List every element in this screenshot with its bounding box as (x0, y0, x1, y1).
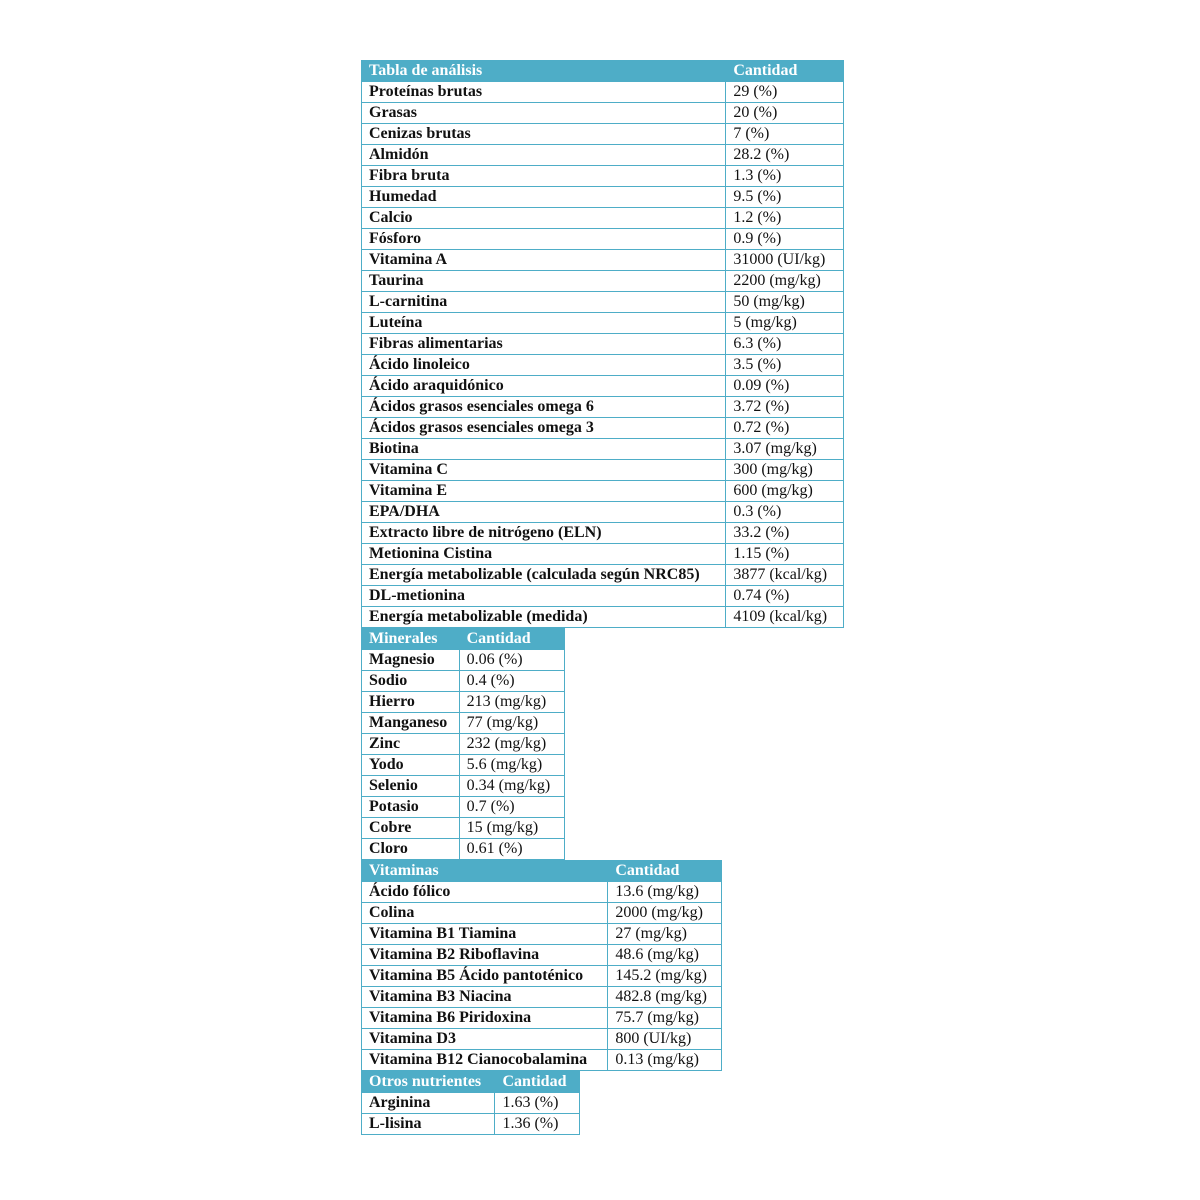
nutrient-quantity: 482.8 (mg/kg) (608, 987, 722, 1008)
nutrient-name: Ácido linoleico (362, 355, 726, 376)
nutrient-quantity: 1.36 (%) (495, 1114, 580, 1135)
nutrient-quantity: 3.72 (%) (726, 397, 844, 418)
table-row (362, 481, 844, 502)
nutrient-quantity: 213 (mg/kg) (459, 692, 564, 713)
nutrient-quantity: 0.06 (%) (459, 650, 564, 671)
analysis-table-header (362, 61, 844, 82)
nutrient-name: Fósforo (362, 229, 726, 250)
vitamins-header-name: Vitaminas (362, 861, 608, 882)
nutrient-quantity: 13.6 (mg/kg) (608, 882, 722, 903)
nutrient-quantity: 145.2 (mg/kg) (608, 966, 722, 987)
other-nutrients-header-value: Cantidad (495, 1072, 580, 1093)
nutrient-quantity: 29 (%) (726, 82, 844, 103)
analysis-table-body (362, 82, 844, 628)
nutrient-name: Vitamina D3 (362, 1029, 608, 1050)
nutrient-quantity: 0.34 (mg/kg) (459, 776, 564, 797)
table-row (362, 945, 722, 966)
nutrient-name: Colina (362, 903, 608, 924)
nutrient-name: L-carnitina (362, 292, 726, 313)
nutrition-tables (361, 60, 844, 1135)
nutrient-name: Cenizas brutas (362, 124, 726, 145)
table-row (362, 166, 844, 187)
nutrient-name: Metionina Cistina (362, 544, 726, 565)
table-row (362, 839, 565, 860)
nutrient-name: DL-metionina (362, 586, 726, 607)
nutrient-name: Vitamina B12 Cianocobalamina (362, 1050, 608, 1071)
nutrient-quantity: 3.5 (%) (726, 355, 844, 376)
nutrient-quantity: 0.74 (%) (726, 586, 844, 607)
table-row (362, 966, 722, 987)
minerals-header-name: Minerales (362, 629, 460, 650)
table-row (362, 460, 844, 481)
nutrient-name: Vitamina B3 Niacina (362, 987, 608, 1008)
nutrient-name: Vitamina B5 Ácido pantoténico (362, 966, 608, 987)
minerals-table-body (362, 650, 565, 860)
nutrient-name: Selenio (362, 776, 460, 797)
nutrient-quantity: 1.15 (%) (726, 544, 844, 565)
other-nutrients-table-body (362, 1093, 580, 1135)
table-row (362, 439, 844, 460)
other-nutrients-table-header (362, 1072, 580, 1093)
table-row (362, 103, 844, 124)
nutrient-quantity: 232 (mg/kg) (459, 734, 564, 755)
nutrient-name: Sodio (362, 671, 460, 692)
nutrient-quantity: 2000 (mg/kg) (608, 903, 722, 924)
other-nutrients-header-name: Otros nutrientes (362, 1072, 495, 1093)
nutrient-quantity: 0.09 (%) (726, 376, 844, 397)
nutrient-name: Proteínas brutas (362, 82, 726, 103)
table-row (362, 903, 722, 924)
table-row (362, 355, 844, 376)
nutrient-name: Luteína (362, 313, 726, 334)
nutrient-quantity: 31000 (UI/kg) (726, 250, 844, 271)
table-row (362, 523, 844, 544)
nutrient-name: Zinc (362, 734, 460, 755)
vitamins-table-body (362, 882, 722, 1071)
nutrient-name: Arginina (362, 1093, 495, 1114)
nutrient-name: Potasio (362, 797, 460, 818)
nutrient-name: Magnesio (362, 650, 460, 671)
table-row (362, 1114, 580, 1135)
table-row (362, 755, 565, 776)
table-row (362, 502, 844, 523)
table-row (362, 586, 844, 607)
nutrient-quantity: 48.6 (mg/kg) (608, 945, 722, 966)
nutrient-quantity: 77 (mg/kg) (459, 713, 564, 734)
nutrient-name: Ácidos grasos esenciales omega 6 (362, 397, 726, 418)
nutrient-quantity: 0.9 (%) (726, 229, 844, 250)
table-row (362, 82, 844, 103)
analysis-table (361, 60, 844, 628)
nutrient-name: Vitamina C (362, 460, 726, 481)
nutrient-name: Taurina (362, 271, 726, 292)
table-row (362, 292, 844, 313)
nutrient-name: EPA/DHA (362, 502, 726, 523)
table-row (362, 713, 565, 734)
nutrient-quantity: 300 (mg/kg) (726, 460, 844, 481)
nutrient-quantity: 1.63 (%) (495, 1093, 580, 1114)
nutrient-name: Energía metabolizable (calculada según NRC85) (362, 565, 726, 586)
table-row (362, 334, 844, 355)
table-row (362, 1008, 722, 1029)
nutrient-name: Manganeso (362, 713, 460, 734)
table-row (362, 124, 844, 145)
nutrient-name: Vitamina B2 Riboflavina (362, 945, 608, 966)
nutrient-name: Energía metabolizable (medida) (362, 607, 726, 628)
nutrient-quantity: 0.4 (%) (459, 671, 564, 692)
table-row (362, 692, 565, 713)
nutrient-quantity: 6.3 (%) (726, 334, 844, 355)
minerals-header-value: Cantidad (459, 629, 564, 650)
nutrient-quantity: 75.7 (mg/kg) (608, 1008, 722, 1029)
nutrient-quantity: 0.61 (%) (459, 839, 564, 860)
table-row (362, 1029, 722, 1050)
table-row (362, 544, 844, 565)
nutrient-quantity: 1.2 (%) (726, 208, 844, 229)
table-row (362, 924, 722, 945)
nutrient-name: Ácido fólico (362, 882, 608, 903)
nutrient-quantity: 20 (%) (726, 103, 844, 124)
table-row (362, 607, 844, 628)
table-row (362, 376, 844, 397)
table-row (362, 1050, 722, 1071)
table-row (362, 208, 844, 229)
nutrient-name: L-lisina (362, 1114, 495, 1135)
nutrient-name: Ácido araquidónico (362, 376, 726, 397)
analysis-header-value: Cantidad (726, 61, 844, 82)
nutrient-name: Cloro (362, 839, 460, 860)
table-row (362, 313, 844, 334)
nutrient-quantity: 15 (mg/kg) (459, 818, 564, 839)
nutrient-quantity: 0.3 (%) (726, 502, 844, 523)
nutrient-name: Biotina (362, 439, 726, 460)
nutrient-name: Almidón (362, 145, 726, 166)
table-row (362, 565, 844, 586)
other-nutrients-table (361, 1071, 580, 1135)
table-row (362, 734, 565, 755)
table-row (362, 1093, 580, 1114)
nutrient-quantity: 7 (%) (726, 124, 844, 145)
minerals-table (361, 628, 565, 860)
table-row (362, 818, 565, 839)
nutrient-name: Vitamina B6 Piridoxina (362, 1008, 608, 1029)
nutrient-name: Vitamina A (362, 250, 726, 271)
table-row (362, 397, 844, 418)
nutrient-quantity: 0.13 (mg/kg) (608, 1050, 722, 1071)
vitamins-header-value: Cantidad (608, 861, 722, 882)
nutrient-quantity: 3877 (kcal/kg) (726, 565, 844, 586)
nutrient-quantity: 0.72 (%) (726, 418, 844, 439)
table-row (362, 987, 722, 1008)
nutrient-name: Fibras alimentarias (362, 334, 726, 355)
table-row (362, 650, 565, 671)
nutrient-name: Humedad (362, 187, 726, 208)
nutrient-name: Vitamina B1 Tiamina (362, 924, 608, 945)
nutrient-quantity: 3.07 (mg/kg) (726, 439, 844, 460)
table-row (362, 250, 844, 271)
nutrient-quantity: 800 (UI/kg) (608, 1029, 722, 1050)
table-row (362, 418, 844, 439)
nutrient-quantity: 28.2 (%) (726, 145, 844, 166)
nutrient-quantity: 1.3 (%) (726, 166, 844, 187)
table-row (362, 797, 565, 818)
nutrient-name: Calcio (362, 208, 726, 229)
nutrient-quantity: 2200 (mg/kg) (726, 271, 844, 292)
table-row (362, 145, 844, 166)
nutrient-quantity: 9.5 (%) (726, 187, 844, 208)
nutrient-name: Fibra bruta (362, 166, 726, 187)
nutrient-quantity: 33.2 (%) (726, 523, 844, 544)
minerals-table-header (362, 629, 565, 650)
table-row (362, 187, 844, 208)
table-row (362, 776, 565, 797)
table-row (362, 671, 565, 692)
nutrient-name: Extracto libre de nitrógeno (ELN) (362, 523, 726, 544)
nutrient-quantity: 50 (mg/kg) (726, 292, 844, 313)
nutrient-name: Yodo (362, 755, 460, 776)
nutrient-name: Cobre (362, 818, 460, 839)
nutrient-name: Vitamina E (362, 481, 726, 502)
nutrient-name: Grasas (362, 103, 726, 124)
nutrient-quantity: 5.6 (mg/kg) (459, 755, 564, 776)
nutrient-quantity: 0.7 (%) (459, 797, 564, 818)
table-row (362, 271, 844, 292)
nutrient-quantity: 4109 (kcal/kg) (726, 607, 844, 628)
nutrient-quantity: 27 (mg/kg) (608, 924, 722, 945)
analysis-header-name: Tabla de análisis (362, 61, 726, 82)
table-row (362, 882, 722, 903)
nutrient-name: Ácidos grasos esenciales omega 3 (362, 418, 726, 439)
vitamins-table (361, 860, 722, 1071)
nutrient-quantity: 600 (mg/kg) (726, 481, 844, 502)
vitamins-table-header (362, 861, 722, 882)
table-row (362, 229, 844, 250)
nutrient-quantity: 5 (mg/kg) (726, 313, 844, 334)
nutrient-name: Hierro (362, 692, 460, 713)
